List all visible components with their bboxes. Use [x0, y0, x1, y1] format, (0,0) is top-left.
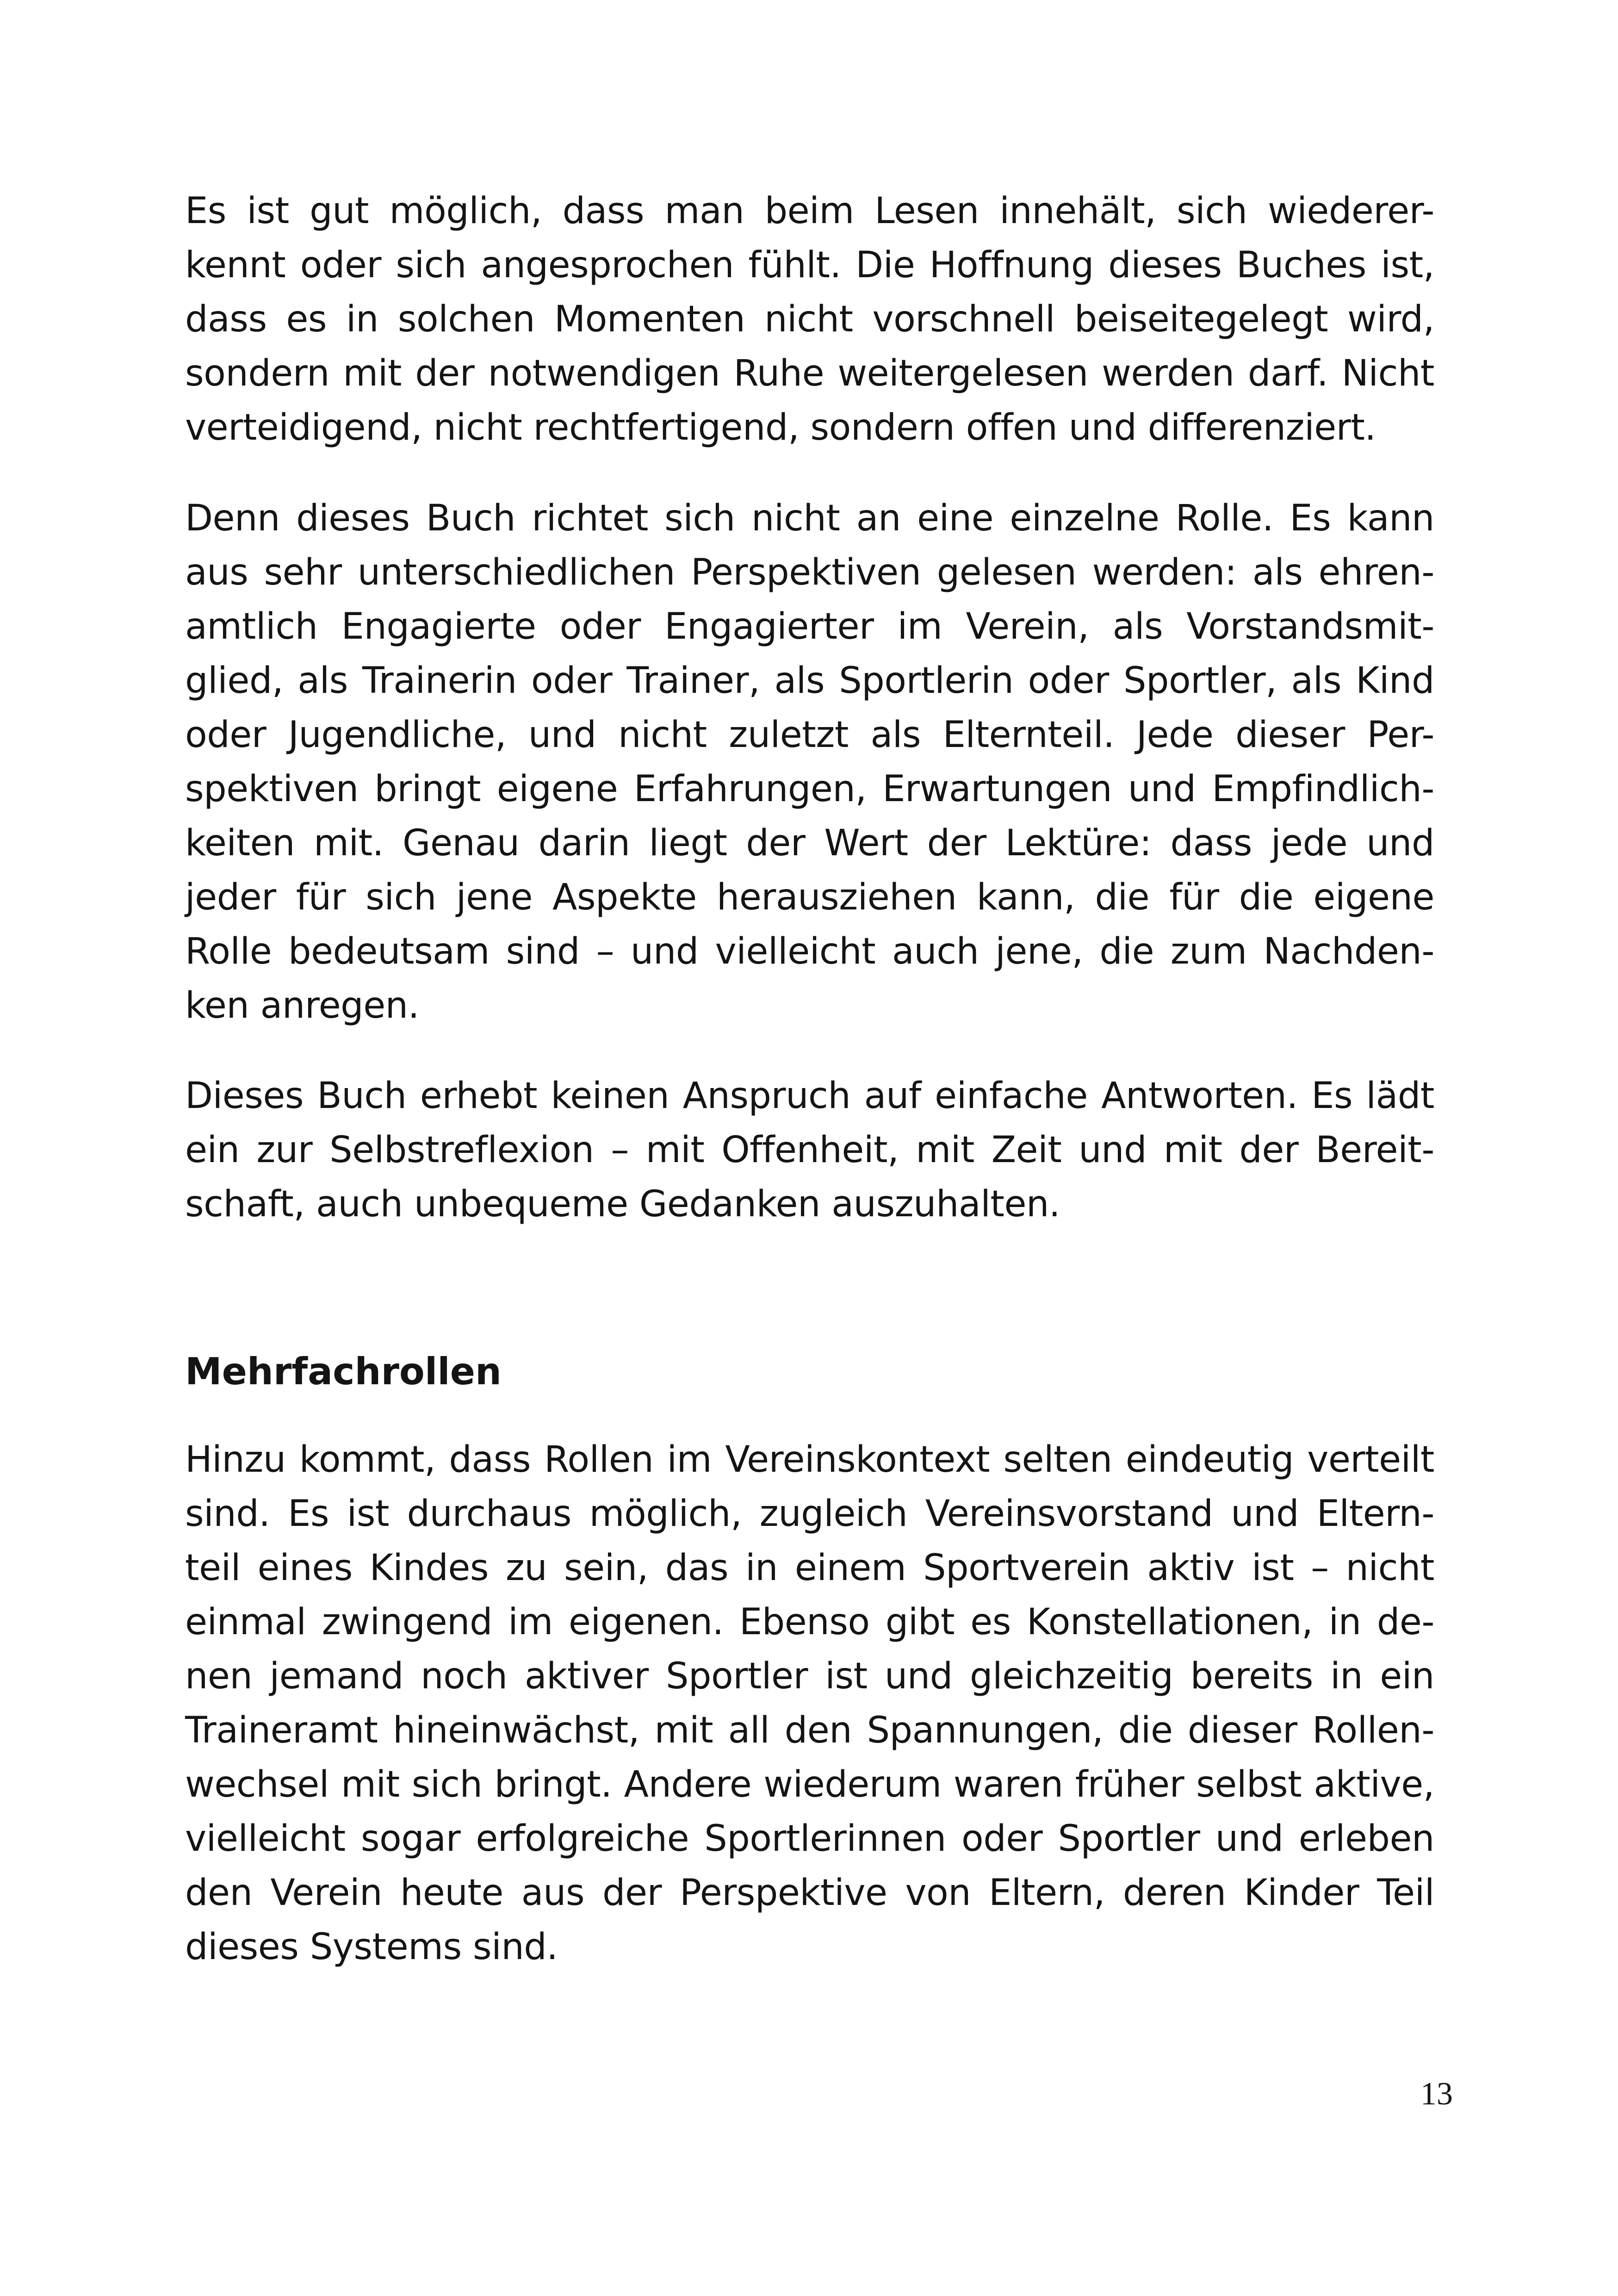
text-line: spektiven bringt eigene Erfahrungen, Erwartungen und Empfindlich-	[185, 768, 1434, 810]
paragraph-3	[185, 1069, 1434, 1232]
text-line: dass es in solchen Momenten nicht vorschnell beiseitegelegt wird,	[185, 299, 1434, 340]
text-line: oder Jugendliche, und nicht zuletzt als Elternteil. Jede dieser Per-	[185, 714, 1434, 756]
text-line: teil eines Kindes zu sein, das in einem Sportverein aktiv ist – nicht	[185, 1547, 1434, 1589]
text-line: Denn dieses Buch richtet sich nicht an eine einzelne Rolle. Es kann	[185, 498, 1434, 539]
text-line: kennt oder sich angesprochen fühlt. Die Hoffnung dieses Buches ist,	[185, 244, 1434, 286]
text-line: Hinzu kommt, dass Rollen im Vereinskontext selten eindeutig verteilt	[185, 1439, 1434, 1481]
section-heading: Mehrfachrollen	[185, 1350, 502, 1393]
text-line: den Verein heute aus der Perspektive von Eltern, deren Kinder Teil	[185, 1872, 1434, 1914]
text-line: nen jemand noch aktiver Sportler ist und gleichzeitig bereits in ein	[185, 1655, 1434, 1697]
text-line: Dieses Buch erhebt keinen Anspruch auf einfache Antworten. Es lädt	[185, 1075, 1434, 1117]
text-line: keiten mit. Genau darin liegt der Wert der Lektüre: dass jede und	[185, 822, 1434, 864]
paragraph-1	[185, 184, 1434, 455]
text-line: jeder für sich jene Aspekte herausziehen kann, die für die eigene	[185, 877, 1434, 918]
text-line: vielleicht sogar erfolgreiche Sportlerinnen oder Sportler und erleben	[185, 1818, 1434, 1860]
text-line: einmal zwingend im eigenen. Ebenso gibt es Konstellationen, in de-	[185, 1601, 1434, 1643]
page-number: 13	[1420, 2076, 1453, 2112]
text-line: ken anregen.	[185, 985, 419, 1027]
paragraph-2	[185, 492, 1434, 1033]
text-line: sondern mit der notwendigen Ruhe weitergelesen werden darf. Nicht	[185, 353, 1434, 394]
text-line: sind. Es ist durchaus möglich, zugleich Vereinsvorstand und Eltern-	[185, 1493, 1434, 1535]
text-line: dieses Systems sind.	[185, 1926, 558, 1968]
text-line: verteidigend, nicht rechtfertigend, sondern offen und differenziert.	[185, 407, 1376, 448]
section-paragraph	[185, 1433, 1434, 1974]
text-line: amtlich Engagierte oder Engagierter im Verein, als Vorstandsmit-	[185, 606, 1434, 647]
text-line: ein zur Selbstreflexion – mit Offenheit, mit Zeit und mit der Bereit-	[185, 1129, 1434, 1171]
text-line: Traineramt hineinwächst, mit all den Spannungen, die dieser Rollen-	[185, 1710, 1434, 1751]
text-line: wechsel mit sich bringt. Andere wiederum waren früher selbst aktive,	[185, 1764, 1434, 1805]
text-line: schaft, auch unbequeme Gedanken auszuhalten.	[185, 1183, 1060, 1225]
text-line: glied, als Trainerin oder Trainer, als Sportlerin oder Sportler, als Kind	[185, 660, 1434, 702]
text-line: Es ist gut möglich, dass man beim Lesen innehält, sich wiederer-	[185, 190, 1434, 232]
text-line: Rolle bedeutsam sind – und vielleicht auch jene, die zum Nachden-	[185, 931, 1434, 972]
text-line: aus sehr unterschiedlichen Perspektiven gelesen werden: als ehren-	[185, 552, 1434, 593]
